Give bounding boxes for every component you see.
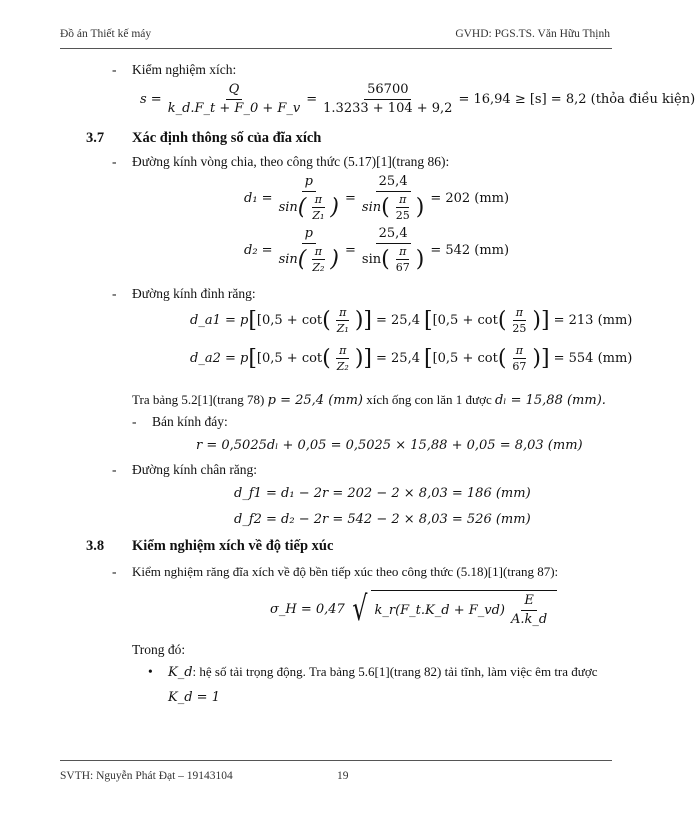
mid-value: = 25,4 xyxy=(376,313,420,328)
frac-den-value: sin ( $\frac{\pi}{67}$ ) xyxy=(361,245,425,274)
fraction-pi-value xyxy=(509,344,529,373)
contact-stress-equation xyxy=(270,590,557,628)
section-title: Kiểm nghiệm xích về độ tiếp xúc xyxy=(132,538,334,554)
frac-num: p xyxy=(302,174,316,192)
header-right: GVHD: PGS.TS. Văn Hữu Thịnh xyxy=(455,28,610,40)
df2-equation: d_f2 = d₂ − 2r = 542 − 2 × 8,03 = 526 (mm) xyxy=(234,512,531,527)
fraction-values xyxy=(320,82,455,117)
pi: π xyxy=(513,306,526,321)
frac-den: A.k_d xyxy=(511,612,548,627)
z2-value: 67 xyxy=(512,360,527,373)
z1-value: 25 xyxy=(512,322,527,335)
frac-den: k_d.F_t + F_0 + F_v xyxy=(167,101,301,116)
fraction-values xyxy=(359,226,427,274)
lookup-text2: xích ống con lăn 1 được xyxy=(366,392,492,407)
root-diameter-text: Đường kính chân răng: xyxy=(132,462,258,477)
frac-num: E xyxy=(521,593,537,611)
da2-lhs: d_a2 = p xyxy=(190,351,249,366)
frac-num: p xyxy=(302,226,316,244)
sin-label: sin xyxy=(361,199,382,215)
where-text: Trong đó: xyxy=(132,642,186,657)
bullet-dot: • xyxy=(148,664,153,679)
sigma-lhs: σ_H = 0,47 xyxy=(270,601,345,617)
pi: π xyxy=(312,193,325,208)
footer-rule xyxy=(60,760,612,761)
fraction-e-akd xyxy=(508,593,550,628)
kd-symbol: K_d xyxy=(168,665,193,680)
tip-diameter-text: Đường kính đỉnh răng: xyxy=(132,286,256,301)
fraction-values xyxy=(359,174,427,222)
z2: Z₂ xyxy=(312,261,325,274)
lookup-text1: Tra bảng 5.2[1](trang 78) xyxy=(132,392,265,407)
pi: π xyxy=(336,306,349,321)
frac-num-value: 25,4 xyxy=(376,174,411,192)
fraction-pi-value xyxy=(509,306,529,335)
d1-rhs: = 202 (mm) xyxy=(430,190,510,206)
df1-equation: d_f1 = d₁ − 2r = 202 − 2 × 8,03 = 186 (mm) xyxy=(234,486,531,501)
fraction-q xyxy=(165,82,304,117)
roller-diameter-value: dₗ = 15,88 (mm). xyxy=(494,393,606,408)
pi: π xyxy=(513,344,526,359)
bullet-dash: - xyxy=(112,462,117,477)
pi: π xyxy=(396,245,409,260)
frac-den-value: sin ( $\frac{\pi}{25}$ ) xyxy=(361,193,425,222)
open-bracket-term: [0,5 + cot xyxy=(432,351,498,366)
frac-den-value: 1.3233 + 104 + 9,2 xyxy=(323,101,453,116)
frac-num: Q xyxy=(226,82,243,100)
root-radius-equation: r = 0,5025dₗ + 0,05 = 0,5025 × 15,88 + 0,05 = 8,03 (mm) xyxy=(196,438,583,453)
frac-den: sin ( $\frac{\pi}{\text{Z₂}}$ ) xyxy=(278,245,340,274)
s-lhs: s = xyxy=(140,92,162,107)
check-chain-title: Kiểm nghiệm xích: xyxy=(132,62,237,77)
bullet-dash: - xyxy=(112,564,117,579)
kd-text: : hệ số tải trọng động. Tra bảng 5.6[1](trang 82) tải tĩnh, làm việc êm tra được xyxy=(192,664,598,679)
bullet-dash: - xyxy=(112,154,117,169)
pitch-diameter-text: Đường kính vòng chia, theo công thức (5.17)[1](trang 86): xyxy=(132,154,450,169)
sin-label: sin xyxy=(278,251,298,267)
z1: Z₁ xyxy=(336,322,349,335)
fraction-pi-z xyxy=(334,344,352,373)
pi: π xyxy=(336,344,349,359)
footer-author: SVTH: Nguyễn Phát Đạt – 19143104 xyxy=(60,770,233,782)
da1-rhs: = 213 (mm) xyxy=(553,313,633,328)
sqrt-symbol: √ k_r(F_t.K_d + F_vd) $\frac{E}{A.k\_d}$ xyxy=(349,590,557,628)
da2-equation: d_a2 = p [ [0,5 + cot ( $\frac{\pi}{\text{Z₂}}$ )] = 25,4 [ [0,5 + cot ( $\frac{\pi}{67}$ )] = 554 (mm) xyxy=(190,344,633,373)
d1-equation: d₁ = p sin ( $\frac{\pi}{\text{Z₁}}$ ) = 25,4 sin ( $\frac{\pi}{25}$ ) = 202 (mm) xyxy=(244,174,510,222)
kd-definition xyxy=(168,664,597,680)
fraction-pi-z xyxy=(334,306,352,335)
sin-label: sin xyxy=(278,199,298,215)
frac-num-value: 25,4 xyxy=(376,226,411,244)
fraction-p-sin xyxy=(276,174,342,222)
pitch-value: p = 25,4 (mm) xyxy=(267,393,363,408)
d2-rhs: = 542 (mm) xyxy=(430,242,510,258)
root-radius-text: Bán kính đáy: xyxy=(152,414,228,429)
pi: π xyxy=(396,193,409,208)
bullet-dash: - xyxy=(132,414,137,429)
table-lookup-line xyxy=(132,392,606,408)
kd-value: K_d = 1 xyxy=(168,690,220,705)
frac-num-value: 56700 xyxy=(364,82,411,100)
bullet-dash: - xyxy=(112,286,117,301)
frac-den: sin ( $\frac{\pi}{\text{Z₁}}$ ) xyxy=(278,193,340,222)
sqrt-body xyxy=(371,590,558,628)
z1: Z₁ xyxy=(312,209,325,222)
sin-label: sin xyxy=(361,251,382,267)
header-left: Đồ án Thiết kế máy xyxy=(60,28,152,40)
header-rule xyxy=(60,48,612,49)
mid-value: = 25,4 xyxy=(376,351,420,366)
open-bracket-term: [0,5 + cot xyxy=(432,313,498,328)
d2-lhs: d₂ = xyxy=(244,242,273,258)
z1-value: 25 xyxy=(395,209,410,222)
section-number: 3.7 xyxy=(86,130,105,146)
da1-lhs: d_a1 = p xyxy=(190,313,249,328)
open-bracket-term: [0,5 + cot xyxy=(256,351,323,366)
safety-factor-equation: s = $\frac{Q}{k\_d.F\_t + F\_0 + F\_v}$ = $\frac{56700}{1.3233 + 104 + 9,2}$ = 16,94 ≥ [s] = 8,2 (thỏa điều kiện) xyxy=(140,82,695,116)
z2-value: 67 xyxy=(395,261,410,274)
section-title: Xác định thông số của đĩa xích xyxy=(132,130,322,146)
bullet-dash: - xyxy=(112,62,117,77)
fraction-p-sin xyxy=(276,226,342,274)
open-bracket-term: [0,5 + cot xyxy=(256,313,323,328)
d1-lhs: d₁ = xyxy=(244,190,273,206)
da2-rhs: = 554 (mm) xyxy=(553,351,633,366)
da1-equation: d_a1 = p [ [0,5 + cot ( $\frac{\pi}{\text{Z₁}}$ )] = 25,4 [ [0,5 + cot ( $\frac{\pi}{25}$ )] = 213 (mm) xyxy=(190,306,633,335)
contact-check-text: Kiểm nghiệm răng đĩa xích về độ bền tiếp xúc theo công thức (5.18)[1](trang 87): xyxy=(132,564,559,579)
pi: π xyxy=(312,245,325,260)
page-number: 19 xyxy=(337,770,349,782)
sqrt-inner: k_r(F_t.K_d + F_vd) xyxy=(374,603,505,618)
section-number: 3.8 xyxy=(86,538,105,554)
s-rhs: = 16,94 ≥ [s] = 8,2 (thỏa điều kiện) xyxy=(458,92,695,107)
d2-equation: d₂ = p sin ( $\frac{\pi}{\text{Z₂}}$ ) = 25,4 sin ( $\frac{\pi}{67}$ ) = 542 (mm) xyxy=(244,226,510,274)
z2: Z₂ xyxy=(336,360,349,373)
